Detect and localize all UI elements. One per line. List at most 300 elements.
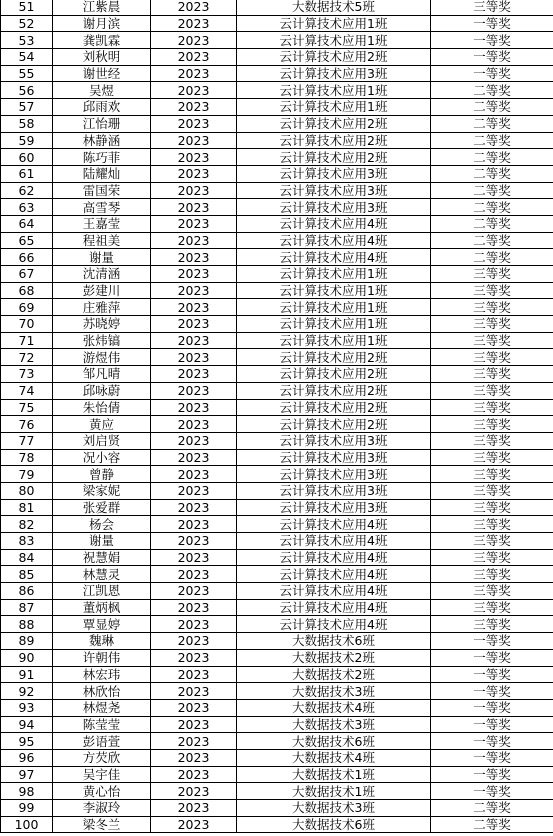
award-year: 2023 bbox=[151, 0, 237, 15]
table-row bbox=[1, 716, 553, 733]
award-year: 2023 bbox=[151, 199, 237, 216]
class-name: 云计算技术应用2班 bbox=[237, 382, 431, 399]
student-name: 杨会 bbox=[53, 516, 151, 533]
row-number: 55 bbox=[1, 65, 53, 82]
award-level: 二等奖 bbox=[431, 149, 553, 166]
class-name: 云计算技术应用3班 bbox=[237, 199, 431, 216]
table-row bbox=[1, 15, 553, 32]
award-year: 2023 bbox=[151, 749, 237, 766]
student-name: 彭建川 bbox=[53, 282, 151, 299]
award-year: 2023 bbox=[151, 215, 237, 232]
award-year: 2023 bbox=[151, 32, 237, 49]
row-number: 61 bbox=[1, 165, 53, 182]
table-row bbox=[1, 99, 553, 116]
table-row bbox=[1, 616, 553, 633]
table-row bbox=[1, 633, 553, 650]
table-row bbox=[1, 449, 553, 466]
student-name: 程祖美 bbox=[53, 232, 151, 249]
table-row bbox=[1, 399, 553, 416]
award-year: 2023 bbox=[151, 683, 237, 700]
student-name: 林慧灵 bbox=[53, 566, 151, 583]
award-year: 2023 bbox=[151, 99, 237, 116]
student-name: 彭语萱 bbox=[53, 733, 151, 750]
class-name: 大数据技术6班 bbox=[237, 633, 431, 650]
award-year: 2023 bbox=[151, 332, 237, 349]
class-name: 大数据技术3班 bbox=[237, 800, 431, 817]
student-name: 朱怡倩 bbox=[53, 399, 151, 416]
table-row bbox=[1, 666, 553, 683]
award-year: 2023 bbox=[151, 299, 237, 316]
award-year: 2023 bbox=[151, 399, 237, 416]
class-name: 云计算技术应用4班 bbox=[237, 599, 431, 616]
award-year: 2023 bbox=[151, 516, 237, 533]
award-year: 2023 bbox=[151, 549, 237, 566]
class-name: 云计算技术应用3班 bbox=[237, 482, 431, 499]
student-name: 覃显婷 bbox=[53, 616, 151, 633]
class-name: 大数据技术3班 bbox=[237, 716, 431, 733]
table-row bbox=[1, 549, 553, 566]
row-number: 95 bbox=[1, 733, 53, 750]
class-name: 大数据技术3班 bbox=[237, 683, 431, 700]
class-name: 云计算技术应用3班 bbox=[237, 65, 431, 82]
class-name: 大数据技术2班 bbox=[237, 649, 431, 666]
student-name: 吴宇佳 bbox=[53, 766, 151, 783]
row-number: 92 bbox=[1, 683, 53, 700]
award-level: 三等奖 bbox=[431, 466, 553, 483]
table-row bbox=[1, 215, 553, 232]
award-year: 2023 bbox=[151, 716, 237, 733]
class-name: 云计算技术应用1班 bbox=[237, 332, 431, 349]
row-number: 91 bbox=[1, 666, 53, 683]
row-number: 52 bbox=[1, 15, 53, 32]
class-name: 大数据技术5班 bbox=[237, 0, 431, 15]
class-name: 云计算技术应用4班 bbox=[237, 215, 431, 232]
student-name: 林煜尧 bbox=[53, 699, 151, 716]
row-number: 66 bbox=[1, 249, 53, 266]
award-year: 2023 bbox=[151, 232, 237, 249]
class-name: 云计算技术应用2班 bbox=[237, 49, 431, 66]
award-level: 三等奖 bbox=[431, 432, 553, 449]
class-name: 大数据技术6班 bbox=[237, 733, 431, 750]
table-row bbox=[1, 800, 553, 817]
class-name: 云计算技术应用1班 bbox=[237, 32, 431, 49]
row-number: 67 bbox=[1, 266, 53, 283]
award-level: 二等奖 bbox=[431, 800, 553, 817]
table-row bbox=[1, 499, 553, 516]
award-level: 三等奖 bbox=[431, 549, 553, 566]
row-number: 56 bbox=[1, 82, 53, 99]
award-year: 2023 bbox=[151, 800, 237, 817]
student-name: 张炜镐 bbox=[53, 332, 151, 349]
award-year: 2023 bbox=[151, 149, 237, 166]
award-level: 一等奖 bbox=[431, 733, 553, 750]
award-year: 2023 bbox=[151, 49, 237, 66]
award-level: 三等奖 bbox=[431, 482, 553, 499]
row-number: 58 bbox=[1, 115, 53, 132]
student-name: 林欣怡 bbox=[53, 683, 151, 700]
award-level: 三等奖 bbox=[431, 349, 553, 366]
class-name: 云计算技术应用1班 bbox=[237, 266, 431, 283]
student-name: 梁家妮 bbox=[53, 482, 151, 499]
award-year: 2023 bbox=[151, 466, 237, 483]
student-name: 董炳枫 bbox=[53, 599, 151, 616]
award-level: 三等奖 bbox=[431, 566, 553, 583]
student-name: 李淑玲 bbox=[53, 800, 151, 817]
student-name: 雷国荣 bbox=[53, 182, 151, 199]
student-name: 梁冬兰 bbox=[53, 816, 151, 833]
class-name: 云计算技术应用2班 bbox=[237, 149, 431, 166]
table-row bbox=[1, 816, 553, 833]
class-name: 云计算技术应用2班 bbox=[237, 349, 431, 366]
table-row bbox=[1, 49, 553, 66]
table-row bbox=[1, 382, 553, 399]
award-year: 2023 bbox=[151, 182, 237, 199]
row-number: 99 bbox=[1, 800, 53, 817]
student-name: 江凯恩 bbox=[53, 583, 151, 600]
class-name: 云计算技术应用1班 bbox=[237, 99, 431, 116]
award-level: 一等奖 bbox=[431, 666, 553, 683]
award-level: 三等奖 bbox=[431, 599, 553, 616]
award-year: 2023 bbox=[151, 416, 237, 433]
award-level: 二等奖 bbox=[431, 249, 553, 266]
student-name: 刘启贤 bbox=[53, 432, 151, 449]
award-year: 2023 bbox=[151, 349, 237, 366]
row-number: 94 bbox=[1, 716, 53, 733]
award-level: 二等奖 bbox=[431, 115, 553, 132]
award-level: 一等奖 bbox=[431, 633, 553, 650]
row-number: 60 bbox=[1, 149, 53, 166]
student-name: 王嘉莹 bbox=[53, 215, 151, 232]
row-number: 79 bbox=[1, 466, 53, 483]
award-year: 2023 bbox=[151, 533, 237, 550]
award-level: 三等奖 bbox=[431, 499, 553, 516]
student-name: 曾静 bbox=[53, 466, 151, 483]
award-year: 2023 bbox=[151, 366, 237, 383]
row-number: 88 bbox=[1, 616, 53, 633]
table-row bbox=[1, 199, 553, 216]
student-name: 高雪琴 bbox=[53, 199, 151, 216]
table-row bbox=[1, 699, 553, 716]
class-name: 云计算技术应用4班 bbox=[237, 616, 431, 633]
student-name: 陆耀灿 bbox=[53, 165, 151, 182]
row-number: 85 bbox=[1, 566, 53, 583]
row-number: 70 bbox=[1, 316, 53, 333]
class-name: 云计算技术应用2班 bbox=[237, 366, 431, 383]
row-number: 84 bbox=[1, 549, 53, 566]
table-row bbox=[1, 332, 553, 349]
row-number: 76 bbox=[1, 416, 53, 433]
student-name: 祝慧娟 bbox=[53, 549, 151, 566]
class-name: 云计算技术应用3班 bbox=[237, 182, 431, 199]
student-name: 刘秋明 bbox=[53, 49, 151, 66]
award-year: 2023 bbox=[151, 649, 237, 666]
award-level: 二等奖 bbox=[431, 232, 553, 249]
award-year: 2023 bbox=[151, 282, 237, 299]
award-level: 三等奖 bbox=[431, 416, 553, 433]
class-name: 云计算技术应用2班 bbox=[237, 132, 431, 149]
class-name: 云计算技术应用2班 bbox=[237, 399, 431, 416]
class-name: 大数据技术6班 bbox=[237, 816, 431, 833]
award-year: 2023 bbox=[151, 15, 237, 32]
row-number: 100 bbox=[1, 816, 53, 833]
award-year: 2023 bbox=[151, 316, 237, 333]
award-year: 2023 bbox=[151, 699, 237, 716]
award-level: 三等奖 bbox=[431, 399, 553, 416]
class-name: 云计算技术应用1班 bbox=[237, 15, 431, 32]
award-year: 2023 bbox=[151, 449, 237, 466]
award-level: 三等奖 bbox=[431, 0, 553, 15]
student-name: 谢量 bbox=[53, 249, 151, 266]
student-name: 许朝伟 bbox=[53, 649, 151, 666]
award-level: 一等奖 bbox=[431, 65, 553, 82]
row-number: 89 bbox=[1, 633, 53, 650]
award-year: 2023 bbox=[151, 733, 237, 750]
row-number: 51 bbox=[1, 0, 53, 15]
row-number: 93 bbox=[1, 699, 53, 716]
award-level: 一等奖 bbox=[431, 716, 553, 733]
award-year: 2023 bbox=[151, 482, 237, 499]
student-name: 邹凡晴 bbox=[53, 366, 151, 383]
student-name: 况小容 bbox=[53, 449, 151, 466]
row-number: 75 bbox=[1, 399, 53, 416]
award-level: 二等奖 bbox=[431, 816, 553, 833]
award-level: 一等奖 bbox=[431, 49, 553, 66]
class-name: 云计算技术应用4班 bbox=[237, 232, 431, 249]
table-row bbox=[1, 149, 553, 166]
class-name: 云计算技术应用4班 bbox=[237, 549, 431, 566]
student-name: 吴煜 bbox=[53, 82, 151, 99]
table-row bbox=[1, 366, 553, 383]
student-name: 江紫晨 bbox=[53, 0, 151, 15]
award-level: 一等奖 bbox=[431, 766, 553, 783]
row-number: 68 bbox=[1, 282, 53, 299]
student-name: 张爱群 bbox=[53, 499, 151, 516]
row-number: 86 bbox=[1, 583, 53, 600]
student-name: 林宏玮 bbox=[53, 666, 151, 683]
award-level: 一等奖 bbox=[431, 749, 553, 766]
award-level: 一等奖 bbox=[431, 649, 553, 666]
award-year: 2023 bbox=[151, 115, 237, 132]
award-level: 二等奖 bbox=[431, 165, 553, 182]
table-row bbox=[1, 115, 553, 132]
award-year: 2023 bbox=[151, 266, 237, 283]
award-year: 2023 bbox=[151, 432, 237, 449]
table-row bbox=[1, 249, 553, 266]
student-name: 黄应 bbox=[53, 416, 151, 433]
student-name: 沈清涵 bbox=[53, 266, 151, 283]
award-table-body bbox=[1, 0, 553, 833]
row-number: 96 bbox=[1, 749, 53, 766]
award-level: 三等奖 bbox=[431, 583, 553, 600]
award-level: 三等奖 bbox=[431, 366, 553, 383]
student-name: 林静涵 bbox=[53, 132, 151, 149]
row-number: 62 bbox=[1, 182, 53, 199]
class-name: 云计算技术应用4班 bbox=[237, 249, 431, 266]
class-name: 大数据技术2班 bbox=[237, 666, 431, 683]
award-level: 二等奖 bbox=[431, 182, 553, 199]
student-name: 游煜伟 bbox=[53, 349, 151, 366]
row-number: 78 bbox=[1, 449, 53, 466]
class-name: 云计算技术应用4班 bbox=[237, 516, 431, 533]
table-row bbox=[1, 232, 553, 249]
award-year: 2023 bbox=[151, 499, 237, 516]
student-name: 邱咏蔚 bbox=[53, 382, 151, 399]
row-number: 81 bbox=[1, 499, 53, 516]
award-year: 2023 bbox=[151, 566, 237, 583]
award-level: 二等奖 bbox=[431, 132, 553, 149]
class-name: 云计算技术应用2班 bbox=[237, 416, 431, 433]
award-level: 三等奖 bbox=[431, 282, 553, 299]
class-name: 大数据技术4班 bbox=[237, 749, 431, 766]
table-row bbox=[1, 316, 553, 333]
class-name: 云计算技术应用1班 bbox=[237, 282, 431, 299]
award-level: 二等奖 bbox=[431, 215, 553, 232]
award-level: 三等奖 bbox=[431, 449, 553, 466]
award-year: 2023 bbox=[151, 633, 237, 650]
table-row bbox=[1, 432, 553, 449]
award-year: 2023 bbox=[151, 583, 237, 600]
table-row bbox=[1, 0, 553, 15]
row-number: 59 bbox=[1, 132, 53, 149]
student-name: 魏琳 bbox=[53, 633, 151, 650]
award-level: 三等奖 bbox=[431, 382, 553, 399]
student-name: 黄心怡 bbox=[53, 783, 151, 800]
table-row bbox=[1, 165, 553, 182]
class-name: 云计算技术应用3班 bbox=[237, 432, 431, 449]
award-level: 三等奖 bbox=[431, 266, 553, 283]
table-row bbox=[1, 466, 553, 483]
row-number: 74 bbox=[1, 382, 53, 399]
table-row bbox=[1, 766, 553, 783]
award-year: 2023 bbox=[151, 249, 237, 266]
row-number: 72 bbox=[1, 349, 53, 366]
table-row bbox=[1, 516, 553, 533]
class-name: 云计算技术应用4班 bbox=[237, 583, 431, 600]
class-name: 大数据技术1班 bbox=[237, 783, 431, 800]
class-name: 云计算技术应用3班 bbox=[237, 449, 431, 466]
table-row bbox=[1, 749, 553, 766]
student-name: 谢世经 bbox=[53, 65, 151, 82]
row-number: 82 bbox=[1, 516, 53, 533]
award-level: 三等奖 bbox=[431, 533, 553, 550]
row-number: 97 bbox=[1, 766, 53, 783]
award-level: 二等奖 bbox=[431, 99, 553, 116]
class-name: 大数据技术4班 bbox=[237, 699, 431, 716]
class-name: 云计算技术应用3班 bbox=[237, 466, 431, 483]
row-number: 80 bbox=[1, 482, 53, 499]
student-name: 龚凯霖 bbox=[53, 32, 151, 49]
student-name: 谢月滨 bbox=[53, 15, 151, 32]
student-name: 江怡珊 bbox=[53, 115, 151, 132]
award-year: 2023 bbox=[151, 816, 237, 833]
class-name: 云计算技术应用1班 bbox=[237, 316, 431, 333]
table-row bbox=[1, 349, 553, 366]
award-year: 2023 bbox=[151, 82, 237, 99]
class-name: 大数据技术1班 bbox=[237, 766, 431, 783]
student-name: 苏晓婷 bbox=[53, 316, 151, 333]
award-year: 2023 bbox=[151, 165, 237, 182]
student-name: 方芡欣 bbox=[53, 749, 151, 766]
award-level: 三等奖 bbox=[431, 299, 553, 316]
table-row bbox=[1, 282, 553, 299]
table-row bbox=[1, 566, 553, 583]
row-number: 83 bbox=[1, 533, 53, 550]
award-year: 2023 bbox=[151, 783, 237, 800]
award-year: 2023 bbox=[151, 599, 237, 616]
class-name: 云计算技术应用2班 bbox=[237, 115, 431, 132]
award-year: 2023 bbox=[151, 65, 237, 82]
row-number: 98 bbox=[1, 783, 53, 800]
student-name: 庄雅萍 bbox=[53, 299, 151, 316]
row-number: 64 bbox=[1, 215, 53, 232]
student-name: 邱雨欢 bbox=[53, 99, 151, 116]
award-level: 一等奖 bbox=[431, 699, 553, 716]
award-level: 三等奖 bbox=[431, 316, 553, 333]
row-number: 87 bbox=[1, 599, 53, 616]
table-row bbox=[1, 649, 553, 666]
table-row bbox=[1, 583, 553, 600]
table-row bbox=[1, 82, 553, 99]
award-level: 一等奖 bbox=[431, 32, 553, 49]
table-row bbox=[1, 132, 553, 149]
row-number: 77 bbox=[1, 432, 53, 449]
award-level: 三等奖 bbox=[431, 616, 553, 633]
table-row bbox=[1, 533, 553, 550]
student-name: 陈莹莹 bbox=[53, 716, 151, 733]
class-name: 云计算技术应用4班 bbox=[237, 566, 431, 583]
row-number: 90 bbox=[1, 649, 53, 666]
award-level: 二等奖 bbox=[431, 199, 553, 216]
row-number: 73 bbox=[1, 366, 53, 383]
class-name: 云计算技术应用3班 bbox=[237, 165, 431, 182]
table-row bbox=[1, 65, 553, 82]
award-level: 二等奖 bbox=[431, 82, 553, 99]
award-level: 三等奖 bbox=[431, 516, 553, 533]
award-year: 2023 bbox=[151, 132, 237, 149]
award-level: 一等奖 bbox=[431, 683, 553, 700]
row-number: 63 bbox=[1, 199, 53, 216]
row-number: 71 bbox=[1, 332, 53, 349]
award-year: 2023 bbox=[151, 616, 237, 633]
class-name: 云计算技术应用1班 bbox=[237, 82, 431, 99]
award-year: 2023 bbox=[151, 382, 237, 399]
table-row bbox=[1, 683, 553, 700]
row-number: 65 bbox=[1, 232, 53, 249]
table-row bbox=[1, 599, 553, 616]
table-row bbox=[1, 733, 553, 750]
class-name: 云计算技术应用1班 bbox=[237, 299, 431, 316]
table-row bbox=[1, 416, 553, 433]
table-row bbox=[1, 266, 553, 283]
table-row bbox=[1, 32, 553, 49]
award-year: 2023 bbox=[151, 666, 237, 683]
row-number: 69 bbox=[1, 299, 53, 316]
row-number: 54 bbox=[1, 49, 53, 66]
row-number: 57 bbox=[1, 99, 53, 116]
student-name: 谢量 bbox=[53, 533, 151, 550]
table-row bbox=[1, 783, 553, 800]
table-row bbox=[1, 182, 553, 199]
award-level: 三等奖 bbox=[431, 332, 553, 349]
class-name: 云计算技术应用4班 bbox=[237, 533, 431, 550]
award-level: 一等奖 bbox=[431, 783, 553, 800]
award-year: 2023 bbox=[151, 766, 237, 783]
row-number: 53 bbox=[1, 32, 53, 49]
table-row bbox=[1, 299, 553, 316]
class-name: 云计算技术应用3班 bbox=[237, 499, 431, 516]
table-row bbox=[1, 482, 553, 499]
student-name: 陈巧菲 bbox=[53, 149, 151, 166]
